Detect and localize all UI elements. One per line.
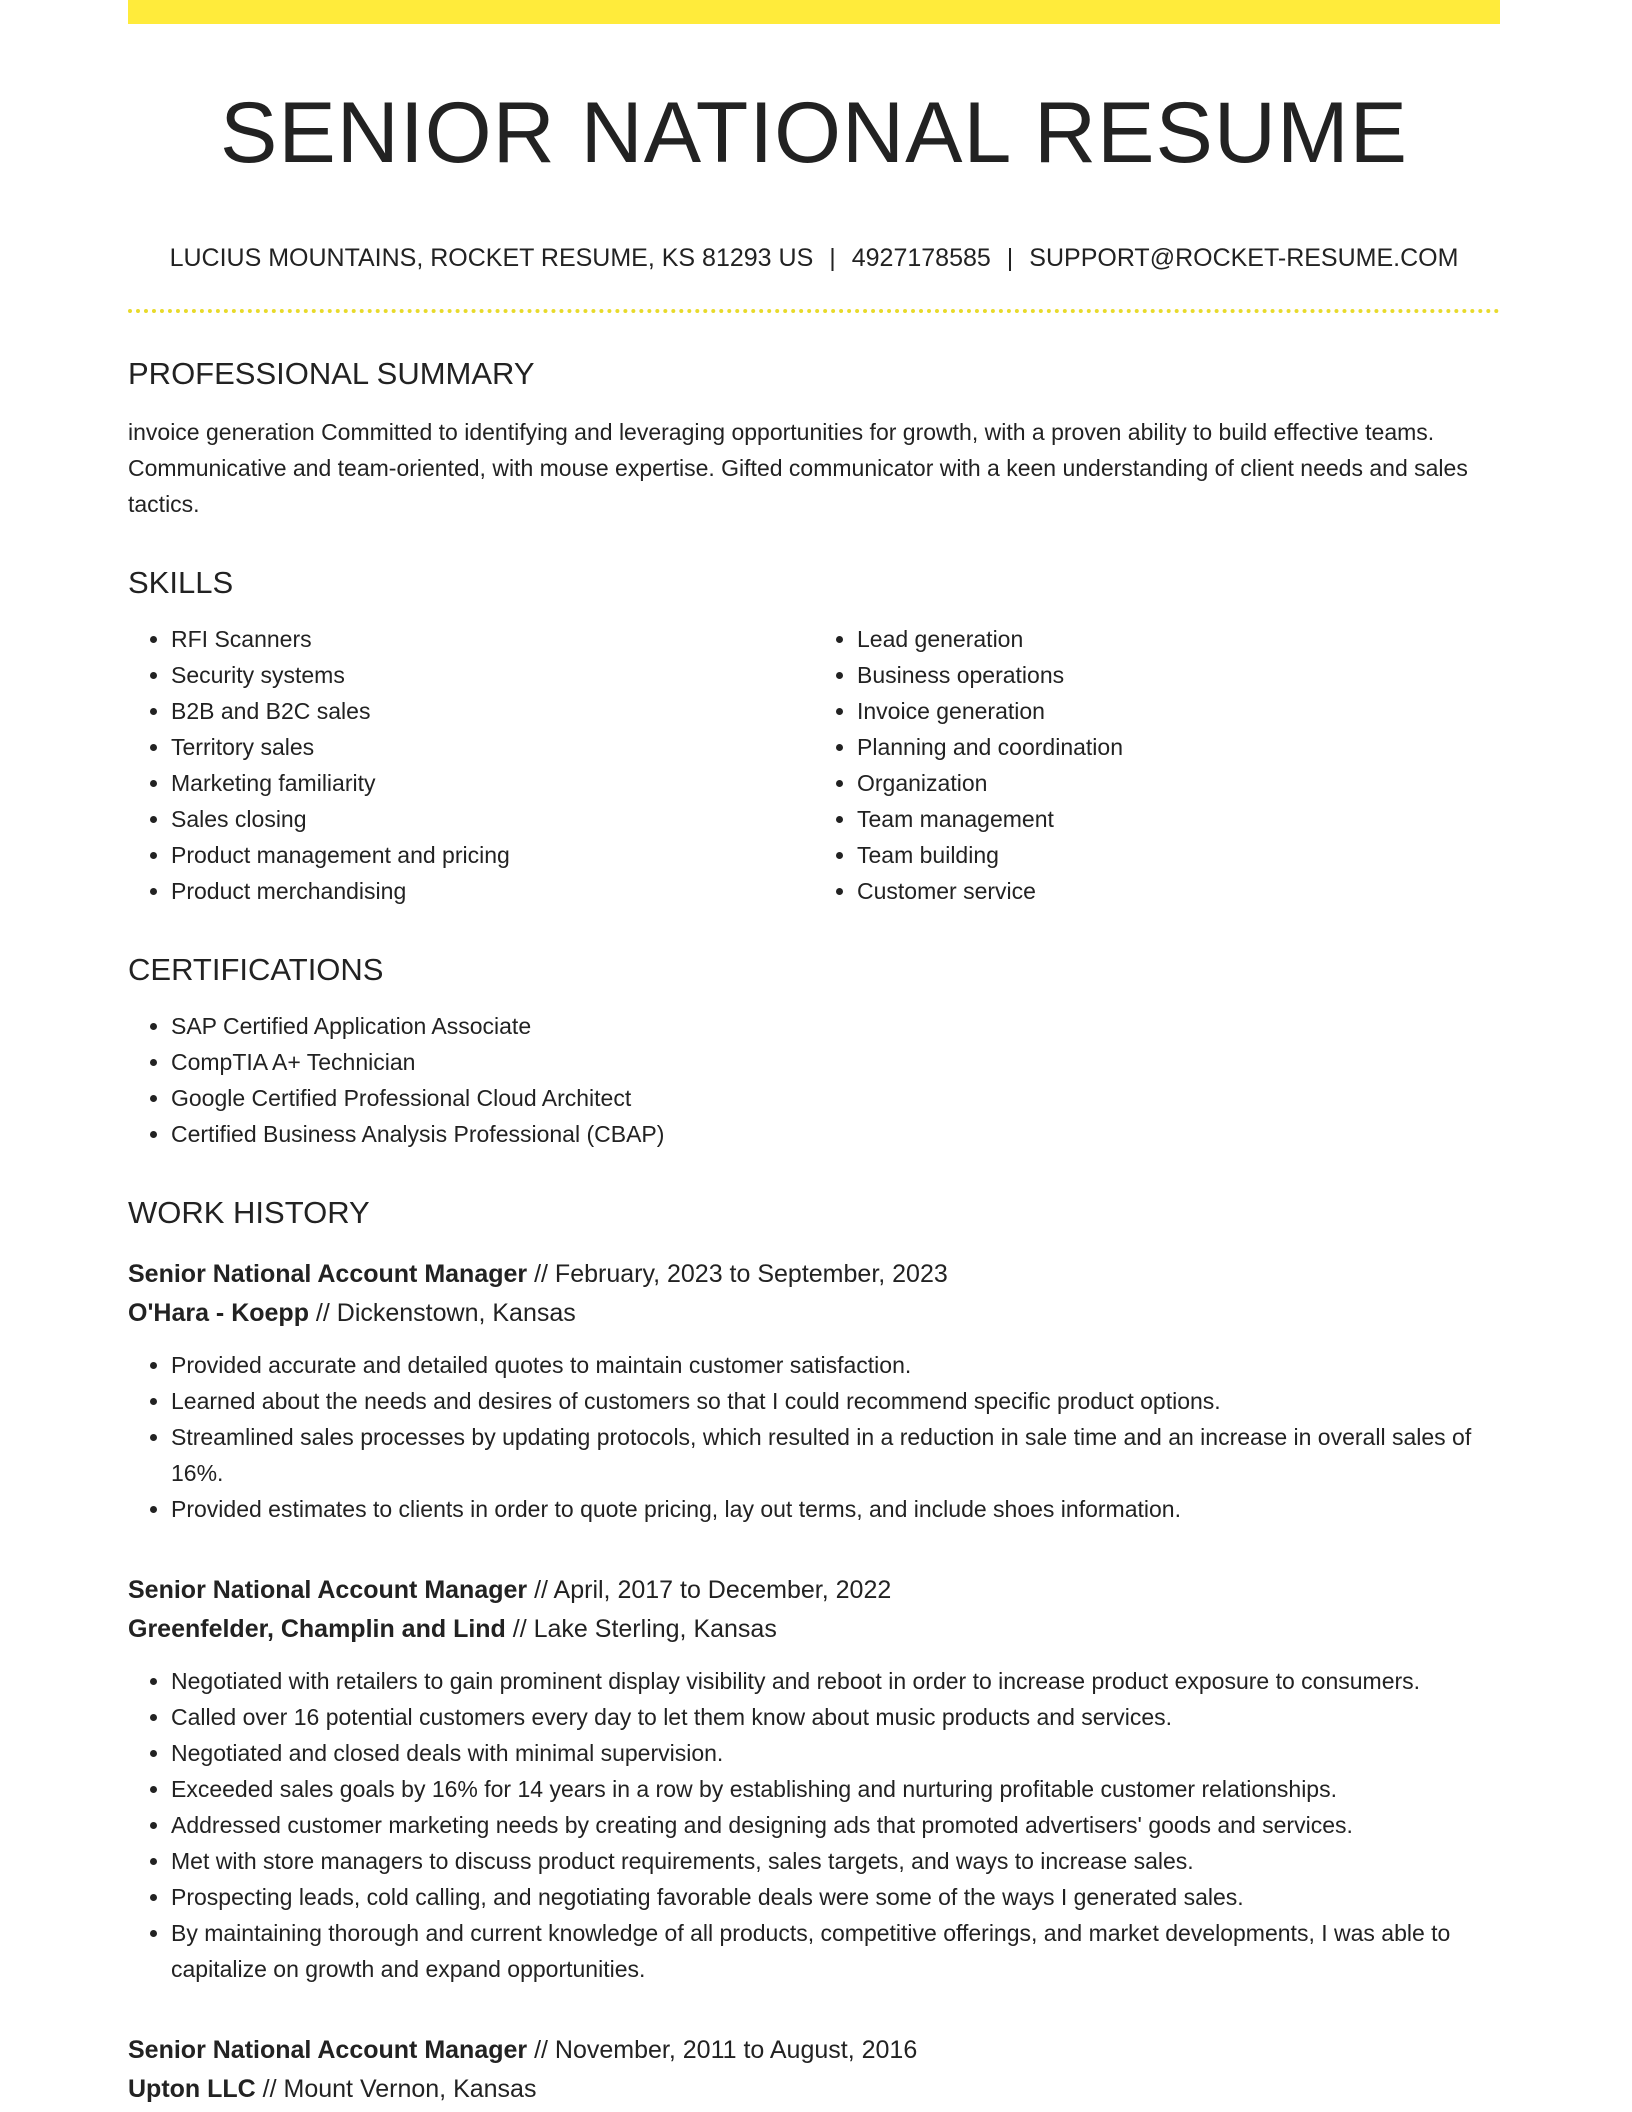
list-item: • Learned about the needs and desires of customers so that I could recommend specific product options. [171, 1383, 1500, 1419]
job-title: Senior National Account Manager [128, 1576, 528, 1605]
list-item: • Negotiated and closed deals with minimal supervision. [171, 1735, 1500, 1771]
list-item: • Addressed customer marketing needs by creating and designing ads that promoted advertisers' goods and services. [171, 1807, 1500, 1843]
list-item: • Lead generation [857, 621, 1500, 657]
list-item: • Marketing familiarity [171, 765, 814, 801]
summary-text: invoice generation Committed to identifying and leveraging opportunities for growth, with a proven ability to build effective teams. Communicative and team-oriented, with mouse expertise. Gifted communicator with a keen understanding of client needs and sales tactics. [128, 418, 1468, 517]
list-item: • Streamlined sales processes by updating protocols, which resulted in a reduction in sale time and an increase in overall sales of 16%. [171, 1419, 1500, 1491]
list-item: • Invoice generation [857, 693, 1500, 729]
list-item: • Team building [857, 837, 1500, 873]
list-item: • Prospecting leads, cold calling, and negotiating favorable deals were some of the ways I generated sales. [171, 1879, 1500, 1915]
list-item: • Organization [857, 765, 1500, 801]
job-title-line [128, 1571, 1500, 1610]
job-company: Upton LLC [128, 2075, 256, 2104]
list-item: • RFI Scanners [171, 621, 814, 657]
contact-separator: | [829, 243, 836, 272]
job-bullets [128, 1663, 1500, 1987]
list-item: • SAP Certified Application Associate [171, 1008, 1500, 1044]
contact-email: SUPPORT@ROCKET-RESUME.COM [1029, 243, 1459, 272]
job-company: Greenfelder, Champlin and Lind [128, 1615, 506, 1644]
list-item: • CompTIA A+ Technician [171, 1044, 1500, 1080]
job-title-line [128, 1255, 1500, 1294]
job-entry [128, 1255, 1500, 1527]
contact-address: LUCIUS MOUNTAINS, ROCKET RESUME, KS 81293 US [169, 243, 814, 272]
job-location: // Lake Sterling, Kansas [505, 1615, 777, 1644]
job-title: Senior National Account Manager [128, 1260, 528, 1289]
list-item: • Product management and pricing [171, 837, 814, 873]
list-item: • Called over 16 potential customers every day to let them know about music products and services. [171, 1699, 1500, 1735]
certifications-list [128, 1008, 1500, 1152]
job-location: // Mount Vernon, Kansas [255, 2075, 537, 2104]
list-item: • Team management [857, 801, 1500, 837]
job-title-line [128, 2031, 1500, 2070]
list-item: • Exceeded sales goals by 16% for 14 years in a row by establishing and nurturing profitable customer relationships. [171, 1771, 1500, 1807]
job-dates: // November, 2011 to August, 2016 [527, 2036, 918, 2065]
contact-phone: 4927178585 [851, 243, 991, 272]
list-item: • Product merchandising [171, 873, 814, 909]
job-entry [128, 2031, 1500, 2109]
job-dates: // April, 2017 to December, 2022 [527, 1576, 892, 1605]
contact-separator: | [1006, 243, 1014, 272]
resume-page [128, 0, 1500, 2109]
job-company-line [128, 1294, 1500, 1333]
list-item: • Met with store managers to discuss product requirements, sales targets, and ways to increase sales. [171, 1843, 1500, 1879]
job-bullets [128, 1347, 1500, 1527]
list-item: • Sales closing [171, 801, 814, 837]
skills-heading: SKILLS [128, 564, 234, 600]
certifications-heading: CERTIFICATIONS [128, 951, 384, 987]
accent-bar [128, 0, 1500, 24]
list-item: • Customer service [857, 873, 1500, 909]
job-title: Senior National Account Manager [128, 2036, 528, 2065]
header-divider [128, 309, 1500, 313]
job-dates: // February, 2023 to September, 2023 [527, 1260, 948, 1289]
list-item: • B2B and B2C sales [171, 693, 814, 729]
list-item: • Business operations [857, 657, 1500, 693]
job-company-line [128, 2070, 1500, 2109]
list-item: • Google Certified Professional Cloud Architect [171, 1080, 1500, 1116]
list-item: • Provided accurate and detailed quotes to maintain customer satisfaction. [171, 1347, 1500, 1383]
skills-list [128, 621, 1500, 909]
job-company: O'Hara - Koepp [128, 1299, 309, 1328]
list-item: • Security systems [171, 657, 814, 693]
skills-column-left [128, 621, 814, 909]
contact-line [128, 243, 1500, 273]
list-item: • Negotiated with retailers to gain prominent display visibility and reboot in order to increase product exposure to consumers. [171, 1663, 1500, 1699]
summary-heading: PROFESSIONAL SUMMARY [128, 355, 535, 391]
job-entry [128, 1571, 1500, 1987]
job-company-line [128, 1610, 1500, 1649]
list-item: • Territory sales [171, 729, 814, 765]
list-item: • By maintaining thorough and current knowledge of all products, competitive offerings, and market developments, I was able to capitalize on growth and expand opportunities. [171, 1915, 1500, 1987]
job-location: // Dickenstown, Kansas [308, 1299, 576, 1328]
list-item: • Planning and coordination [857, 729, 1500, 765]
skills-column-right [814, 621, 1500, 909]
list-item: • Certified Business Analysis Professional (CBAP) [171, 1116, 1500, 1152]
work-history-heading: WORK HISTORY [128, 1195, 370, 1231]
list-item: • Provided estimates to clients in order to quote pricing, lay out terms, and include shoes information. [171, 1491, 1500, 1527]
resume-title: SENIOR NATIONAL RESUME [220, 85, 1408, 181]
